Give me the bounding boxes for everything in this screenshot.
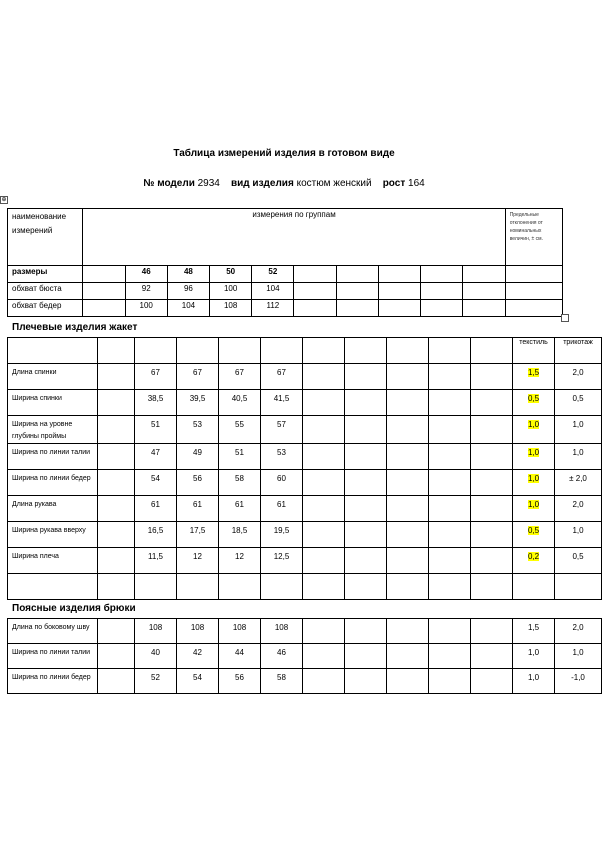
empty-cell bbox=[345, 574, 387, 600]
row-label: Длина по боковому шву bbox=[8, 619, 98, 644]
table-row bbox=[8, 300, 563, 317]
resize-handle-icon[interactable] bbox=[561, 314, 569, 322]
empty-cell bbox=[471, 644, 513, 669]
empty-cell bbox=[429, 364, 471, 390]
empty-cell bbox=[387, 522, 429, 548]
size-cell: 46 bbox=[125, 266, 167, 283]
empty-cell bbox=[303, 619, 345, 644]
empty-cell bbox=[387, 548, 429, 574]
empty-cell bbox=[83, 266, 125, 283]
empty-cell bbox=[505, 300, 562, 317]
type-label: вид изделия bbox=[231, 178, 294, 189]
empty-cell bbox=[177, 574, 219, 600]
empty-cell bbox=[177, 338, 219, 364]
empty-cell bbox=[387, 338, 429, 364]
empty-row bbox=[8, 574, 602, 600]
value-cell: 12 bbox=[177, 548, 219, 574]
empty-cell bbox=[345, 444, 387, 470]
value-cell: 57 bbox=[261, 416, 303, 444]
value-cell: 49 bbox=[177, 444, 219, 470]
empty-cell bbox=[387, 364, 429, 390]
empty-cell bbox=[8, 338, 98, 364]
value-cell: 67 bbox=[177, 364, 219, 390]
jacket-table bbox=[7, 337, 602, 600]
row-label: Ширина по линии талии bbox=[8, 644, 98, 669]
table-row bbox=[8, 669, 602, 694]
textile-tolerance-value: 1,0 bbox=[527, 448, 540, 457]
empty-cell bbox=[429, 619, 471, 644]
empty-cell bbox=[98, 338, 135, 364]
empty-cell bbox=[303, 669, 345, 694]
value-cell: 104 bbox=[167, 300, 209, 317]
table-row bbox=[8, 619, 602, 644]
empty-cell bbox=[303, 644, 345, 669]
empty-cell bbox=[345, 496, 387, 522]
empty-cell bbox=[429, 522, 471, 548]
textile-tolerance-value: 0,5 bbox=[527, 526, 540, 535]
model-label: № модели bbox=[143, 178, 195, 189]
knit-tolerance-cell: ± 2,0 bbox=[555, 470, 602, 496]
name-header: наименование измерений bbox=[8, 209, 83, 266]
textile-tolerance-cell bbox=[513, 390, 555, 416]
knit-tolerance-cell: 1,0 bbox=[555, 444, 602, 470]
value-cell: 67 bbox=[261, 364, 303, 390]
groups-header: измерения по группам bbox=[83, 209, 505, 266]
textile-tolerance-value: 1,5 bbox=[527, 623, 540, 632]
knit-tolerance-cell: 0,5 bbox=[555, 390, 602, 416]
empty-cell bbox=[303, 364, 345, 390]
empty-cell bbox=[387, 416, 429, 444]
value-cell: 61 bbox=[135, 496, 177, 522]
empty-cell bbox=[98, 669, 135, 694]
value-cell: 100 bbox=[125, 300, 167, 317]
empty-cell bbox=[429, 338, 471, 364]
empty-cell bbox=[294, 300, 336, 317]
value-cell: 60 bbox=[261, 470, 303, 496]
value-cell: 38,5 bbox=[135, 390, 177, 416]
knit-tolerance-cell: 2,0 bbox=[555, 496, 602, 522]
value-cell: 61 bbox=[219, 496, 261, 522]
textile-tolerance-value: 1,0 bbox=[527, 420, 540, 429]
jacket-rows bbox=[8, 364, 602, 600]
value-cell: 108 bbox=[219, 619, 261, 644]
empty-cell bbox=[98, 548, 135, 574]
textile-tolerance-cell bbox=[513, 496, 555, 522]
value-cell: 54 bbox=[135, 470, 177, 496]
table-row bbox=[8, 283, 563, 300]
empty-cell bbox=[98, 390, 135, 416]
row-label: Ширина рукава вверху bbox=[8, 522, 98, 548]
jacket-header-row bbox=[8, 338, 602, 364]
row-label: Ширина по линии бедер bbox=[8, 470, 98, 496]
value-cell: 56 bbox=[219, 669, 261, 694]
empty-cell bbox=[98, 644, 135, 669]
value-cell: 52 bbox=[135, 669, 177, 694]
knit-tolerance-cell: 0,5 bbox=[555, 548, 602, 574]
value-cell: 18,5 bbox=[219, 522, 261, 548]
empty-cell bbox=[98, 522, 135, 548]
value-cell: 96 bbox=[167, 283, 209, 300]
size-cell: 50 bbox=[210, 266, 252, 283]
empty-cell bbox=[555, 574, 602, 600]
textile-tolerance-cell bbox=[513, 470, 555, 496]
empty-cell bbox=[303, 390, 345, 416]
empty-cell bbox=[219, 338, 261, 364]
value-cell: 46 bbox=[261, 644, 303, 669]
empty-cell bbox=[429, 644, 471, 669]
empty-cell bbox=[261, 338, 303, 364]
knit-tolerance-cell: 2,0 bbox=[555, 619, 602, 644]
empty-cell bbox=[219, 574, 261, 600]
empty-cell bbox=[429, 548, 471, 574]
empty-cell bbox=[463, 283, 505, 300]
empty-cell bbox=[294, 283, 336, 300]
empty-cell bbox=[378, 283, 420, 300]
knit-tolerance-cell: 1,0 bbox=[555, 644, 602, 669]
empty-cell bbox=[387, 619, 429, 644]
empty-cell bbox=[303, 496, 345, 522]
size-cell: 48 bbox=[167, 266, 209, 283]
empty-cell bbox=[387, 644, 429, 669]
value-cell: 53 bbox=[177, 416, 219, 444]
value-cell: 108 bbox=[177, 619, 219, 644]
empty-cell bbox=[303, 548, 345, 574]
empty-cell bbox=[429, 444, 471, 470]
textile-header: текстиль bbox=[513, 338, 555, 364]
empty-cell bbox=[345, 338, 387, 364]
move-handle-icon[interactable]: ⊕ bbox=[1, 197, 7, 203]
row-label: обхват бедер bbox=[8, 300, 83, 317]
table-row bbox=[8, 416, 602, 444]
empty-cell bbox=[336, 266, 378, 283]
textile-tolerance-cell bbox=[513, 522, 555, 548]
empty-cell bbox=[421, 283, 463, 300]
type-value: костюм женский bbox=[296, 178, 372, 189]
empty-cell bbox=[8, 574, 98, 600]
textile-tolerance-value: 0,5 bbox=[527, 394, 540, 403]
textile-tolerance-cell bbox=[513, 364, 555, 390]
empty-cell bbox=[513, 574, 555, 600]
empty-cell bbox=[471, 416, 513, 444]
value-cell: 47 bbox=[135, 444, 177, 470]
pants-table bbox=[7, 618, 602, 694]
empty-cell bbox=[345, 470, 387, 496]
table-row bbox=[8, 522, 602, 548]
empty-cell bbox=[471, 619, 513, 644]
empty-cell bbox=[471, 338, 513, 364]
main-measurement-table bbox=[7, 208, 563, 317]
value-cell: 40 bbox=[135, 644, 177, 669]
value-cell: 40,5 bbox=[219, 390, 261, 416]
sizes-row bbox=[8, 266, 563, 283]
empty-cell bbox=[463, 266, 505, 283]
value-cell: 42 bbox=[177, 644, 219, 669]
empty-cell bbox=[471, 390, 513, 416]
value-cell: 112 bbox=[252, 300, 294, 317]
empty-cell bbox=[98, 496, 135, 522]
textile-tolerance-cell bbox=[513, 644, 555, 669]
empty-cell bbox=[471, 364, 513, 390]
empty-cell bbox=[387, 574, 429, 600]
table-row bbox=[8, 390, 602, 416]
empty-cell bbox=[505, 266, 562, 283]
value-cell: 51 bbox=[219, 444, 261, 470]
empty-cell bbox=[345, 548, 387, 574]
knit-tolerance-cell: 1,0 bbox=[555, 522, 602, 548]
value-cell: 17,5 bbox=[177, 522, 219, 548]
value-cell: 58 bbox=[261, 669, 303, 694]
value-cell: 41,5 bbox=[261, 390, 303, 416]
model-value: 2934 bbox=[197, 178, 220, 189]
empty-cell bbox=[345, 522, 387, 548]
value-cell: 51 bbox=[135, 416, 177, 444]
empty-cell bbox=[98, 444, 135, 470]
value-cell: 67 bbox=[135, 364, 177, 390]
row-label: Ширина спинки bbox=[8, 390, 98, 416]
value-cell: 53 bbox=[261, 444, 303, 470]
empty-cell bbox=[345, 364, 387, 390]
knit-tolerance-cell: 1,0 bbox=[555, 416, 602, 444]
textile-tolerance-value: 1,0 bbox=[527, 474, 540, 483]
value-cell: 54 bbox=[177, 669, 219, 694]
table-row bbox=[8, 364, 602, 390]
value-cell: 12,5 bbox=[261, 548, 303, 574]
empty-cell bbox=[429, 496, 471, 522]
empty-cell bbox=[345, 390, 387, 416]
row-label: Ширина по линии талии bbox=[8, 444, 98, 470]
empty-cell bbox=[471, 496, 513, 522]
empty-cell bbox=[303, 338, 345, 364]
row-label: Ширина на уровне глубины проймы bbox=[8, 416, 98, 444]
empty-cell bbox=[429, 574, 471, 600]
value-cell: 16,5 bbox=[135, 522, 177, 548]
empty-cell bbox=[471, 669, 513, 694]
empty-cell bbox=[98, 574, 135, 600]
value-cell: 92 bbox=[125, 283, 167, 300]
row-label: Ширина по линии бедер bbox=[8, 669, 98, 694]
height-label: рост bbox=[382, 178, 406, 189]
empty-cell bbox=[387, 470, 429, 496]
empty-cell bbox=[98, 364, 135, 390]
value-cell: 39,5 bbox=[177, 390, 219, 416]
empty-cell bbox=[505, 283, 562, 300]
empty-cell bbox=[429, 470, 471, 496]
empty-cell bbox=[387, 390, 429, 416]
empty-cell bbox=[421, 266, 463, 283]
empty-cell bbox=[387, 444, 429, 470]
textile-tolerance-cell bbox=[513, 548, 555, 574]
empty-cell bbox=[83, 283, 125, 300]
model-info-line bbox=[0, 178, 568, 189]
value-cell: 100 bbox=[210, 283, 252, 300]
tolerance-header: Предельные отклонения от номинальных величин, ± см. bbox=[505, 209, 562, 266]
value-cell: 61 bbox=[261, 496, 303, 522]
empty-cell bbox=[378, 266, 420, 283]
knit-tolerance-cell: -1,0 bbox=[555, 669, 602, 694]
textile-tolerance-value: 1,0 bbox=[527, 673, 540, 682]
empty-cell bbox=[463, 300, 505, 317]
table-row bbox=[8, 548, 602, 574]
empty-cell bbox=[471, 470, 513, 496]
empty-cell bbox=[387, 669, 429, 694]
textile-tolerance-value: 0,2 bbox=[527, 552, 540, 561]
textile-tolerance-cell bbox=[513, 444, 555, 470]
knit-header: трикотаж bbox=[555, 338, 602, 364]
row-label: Длина спинки bbox=[8, 364, 98, 390]
empty-cell bbox=[261, 574, 303, 600]
jacket-heading: Плечевые изделия жакет bbox=[12, 322, 138, 333]
empty-cell bbox=[303, 444, 345, 470]
empty-cell bbox=[303, 416, 345, 444]
value-cell: 55 bbox=[219, 416, 261, 444]
empty-cell bbox=[429, 416, 471, 444]
textile-tolerance-cell bbox=[513, 619, 555, 644]
empty-cell bbox=[387, 496, 429, 522]
pants-rows bbox=[8, 619, 602, 694]
empty-cell bbox=[421, 300, 463, 317]
row-label: Ширина плеча bbox=[8, 548, 98, 574]
row-label: обхват бюста bbox=[8, 283, 83, 300]
empty-cell bbox=[471, 522, 513, 548]
empty-cell bbox=[345, 644, 387, 669]
empty-cell bbox=[471, 548, 513, 574]
empty-cell bbox=[336, 283, 378, 300]
row-label: Длина рукава bbox=[8, 496, 98, 522]
empty-cell bbox=[378, 300, 420, 317]
empty-cell bbox=[471, 444, 513, 470]
empty-cell bbox=[83, 300, 125, 317]
sizes-label: размеры bbox=[8, 266, 83, 283]
empty-cell bbox=[429, 390, 471, 416]
table-row bbox=[8, 470, 602, 496]
value-cell: 67 bbox=[219, 364, 261, 390]
empty-cell bbox=[429, 669, 471, 694]
textile-tolerance-cell bbox=[513, 416, 555, 444]
textile-tolerance-value: 1,0 bbox=[527, 648, 540, 657]
value-cell: 56 bbox=[177, 470, 219, 496]
empty-cell bbox=[336, 300, 378, 317]
empty-cell bbox=[303, 522, 345, 548]
empty-cell bbox=[98, 416, 135, 444]
value-cell: 104 bbox=[252, 283, 294, 300]
textile-tolerance-cell bbox=[513, 669, 555, 694]
empty-cell bbox=[135, 574, 177, 600]
knit-tolerance-cell: 2,0 bbox=[555, 364, 602, 390]
empty-cell bbox=[98, 619, 135, 644]
empty-cell bbox=[345, 669, 387, 694]
value-cell: 108 bbox=[135, 619, 177, 644]
value-cell: 44 bbox=[219, 644, 261, 669]
value-cell: 58 bbox=[219, 470, 261, 496]
size-cell: 52 bbox=[252, 266, 294, 283]
pants-heading: Поясные изделия брюки bbox=[12, 603, 136, 614]
empty-cell bbox=[345, 619, 387, 644]
empty-cell bbox=[303, 470, 345, 496]
empty-cell bbox=[345, 416, 387, 444]
value-cell: 11,5 bbox=[135, 548, 177, 574]
empty-cell bbox=[135, 338, 177, 364]
document-title: Таблица измерений изделия в готовом виде bbox=[173, 148, 395, 159]
textile-tolerance-value: 1,5 bbox=[527, 368, 540, 377]
empty-cell bbox=[98, 470, 135, 496]
value-cell: 12 bbox=[219, 548, 261, 574]
empty-cell bbox=[303, 574, 345, 600]
table-row bbox=[8, 444, 602, 470]
value-cell: 108 bbox=[210, 300, 252, 317]
height-value: 164 bbox=[408, 178, 425, 189]
textile-tolerance-value: 1,0 bbox=[527, 500, 540, 509]
table-row bbox=[8, 496, 602, 522]
value-cell: 108 bbox=[261, 619, 303, 644]
empty-cell bbox=[471, 574, 513, 600]
value-cell: 19,5 bbox=[261, 522, 303, 548]
value-cell: 61 bbox=[177, 496, 219, 522]
table-row bbox=[8, 644, 602, 669]
empty-cell bbox=[294, 266, 336, 283]
